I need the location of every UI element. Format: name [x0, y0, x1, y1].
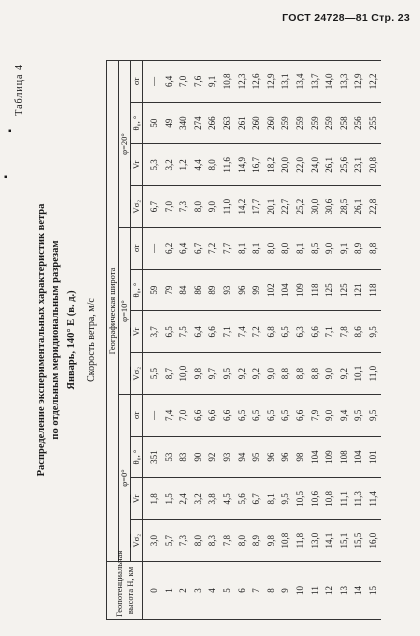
value-cell: 9,0	[205, 186, 220, 228]
value-cell: 11,0	[220, 186, 235, 228]
value-cell: 12,9	[264, 61, 279, 103]
value-cell: 9,5	[366, 395, 381, 437]
value-cell: 2,4	[176, 478, 191, 520]
table-title-2: по отдельным меридиональным разрезам	[50, 240, 61, 440]
table-title-3: Январь, 140° Е (в. д.)	[66, 290, 77, 390]
value-cell: 259	[293, 102, 308, 144]
value-cell: 10,5	[293, 478, 308, 520]
value-cell: 6,5	[162, 311, 177, 353]
value-cell: 7,0	[162, 186, 177, 228]
value-cell: 84	[176, 269, 191, 311]
header-lat20: φ=20°	[119, 61, 131, 228]
header-lat0: φ=0°	[119, 395, 131, 562]
value-cell: 10,8	[220, 61, 235, 103]
table-row	[293, 61, 308, 620]
value-cell: 16,0	[366, 520, 381, 562]
value-cell: 30,0	[308, 186, 323, 228]
value-cell: 8,0	[205, 144, 220, 186]
value-cell: 6,4	[191, 311, 206, 353]
value-cell: 109	[322, 436, 337, 478]
value-cell: 79	[162, 269, 177, 311]
value-cell: 255	[366, 102, 381, 144]
value-cell: 8,9	[249, 520, 264, 562]
value-cell: 7,9	[308, 395, 323, 437]
value-cell: 17,7	[249, 186, 264, 228]
value-cell: 53	[162, 436, 177, 478]
header-theta: θ₀, °	[131, 436, 143, 478]
value-cell: 12,3	[235, 61, 250, 103]
value-cell: 7,5	[176, 311, 191, 353]
value-cell: 9,0	[264, 353, 279, 395]
height-cell: 13	[337, 562, 352, 620]
value-cell: 90	[191, 436, 206, 478]
header-vsigma: Vσ₂	[131, 520, 143, 562]
header-theta: θ₀, °	[131, 269, 143, 311]
value-cell: 26,1	[322, 144, 337, 186]
value-cell: 6,5	[278, 395, 293, 437]
height-cell: 3	[191, 562, 206, 620]
value-cell: 14,1	[322, 520, 337, 562]
table-title-1: Распределение экспериментальных характеристик ветра	[36, 203, 47, 477]
value-cell: 99	[249, 269, 264, 311]
value-cell: 9,5	[220, 353, 235, 395]
value-cell: 6,6	[308, 311, 323, 353]
value-cell: 5,3	[143, 144, 162, 186]
value-cell: 8,0	[278, 228, 293, 270]
value-cell: 7,6	[191, 61, 206, 103]
value-cell: 8,0	[235, 520, 250, 562]
value-cell: 6,6	[205, 311, 220, 353]
value-cell: 259	[308, 102, 323, 144]
value-cell: 13,0	[308, 520, 323, 562]
value-cell: 8,0	[191, 186, 206, 228]
table-row	[176, 61, 191, 620]
value-cell: 101	[366, 436, 381, 478]
value-cell: 8,5	[308, 228, 323, 270]
value-cell: 6,5	[278, 311, 293, 353]
value-cell: 4,5	[220, 478, 235, 520]
value-cell: 8,6	[351, 311, 366, 353]
value-cell: 49	[162, 102, 177, 144]
value-cell: 9,4	[337, 395, 352, 437]
value-cell: 8,9	[351, 228, 366, 270]
value-cell: 263	[220, 102, 235, 144]
value-cell: 5,5	[143, 353, 162, 395]
wind-table	[106, 60, 381, 620]
table-row	[220, 61, 235, 620]
value-cell: 8,1	[249, 228, 264, 270]
value-cell: 12,6	[249, 61, 264, 103]
value-cell: 8,3	[205, 520, 220, 562]
value-cell: 7,3	[176, 520, 191, 562]
height-cell: 4	[205, 562, 220, 620]
value-cell: 7,4	[235, 311, 250, 353]
height-cell: 12	[322, 562, 337, 620]
value-cell: 10,8	[278, 520, 293, 562]
header-sigma: σr	[131, 228, 143, 270]
value-cell: 13,4	[293, 61, 308, 103]
table-row	[249, 61, 264, 620]
value-cell: 8,8	[293, 353, 308, 395]
value-cell: 11,1	[337, 478, 352, 520]
table-row	[278, 61, 293, 620]
table-row	[322, 61, 337, 620]
value-cell: 104	[278, 269, 293, 311]
height-cell: 14	[351, 562, 366, 620]
value-cell: 25,2	[293, 186, 308, 228]
height-cell: 10	[293, 562, 308, 620]
value-cell: 7,1	[322, 311, 337, 353]
value-cell: 10,6	[308, 478, 323, 520]
value-cell: 258	[337, 102, 352, 144]
value-cell: 16,7	[249, 144, 264, 186]
header-vsigma: Vσ₂	[131, 186, 143, 228]
value-cell: 11,4	[366, 478, 381, 520]
value-cell: 93	[220, 436, 235, 478]
value-cell: 102	[264, 269, 279, 311]
value-cell: 9,0	[322, 395, 337, 437]
rotated-table-block	[14, 60, 394, 620]
value-cell: 1,8	[143, 478, 162, 520]
value-cell: 95	[249, 436, 264, 478]
header-vr: $\overline{Vr}$	[131, 144, 143, 186]
value-cell: 28,5	[337, 186, 352, 228]
header-vsigma: Vσ₂	[131, 353, 143, 395]
value-cell: 3,8	[205, 478, 220, 520]
value-cell: 12,9	[351, 61, 366, 103]
value-cell: 3,7	[143, 311, 162, 353]
value-cell: 274	[191, 102, 206, 144]
value-cell: 7,0	[176, 61, 191, 103]
value-cell: 25,6	[337, 144, 352, 186]
value-cell: 8,1	[293, 228, 308, 270]
value-cell: 89	[205, 269, 220, 311]
value-cell: 9,1	[337, 228, 352, 270]
value-cell: 8,8	[278, 353, 293, 395]
value-cell: 6,7	[191, 228, 206, 270]
header-lat10: φ=10°	[119, 228, 131, 395]
value-cell: 1,5	[162, 478, 177, 520]
height-cell: 1	[162, 562, 177, 620]
value-cell: 9,5	[366, 311, 381, 353]
table-subtitle: Скорость ветра, м/с	[86, 298, 97, 382]
height-cell: 11	[308, 562, 323, 620]
value-cell: 3,0	[143, 520, 162, 562]
margin-mark: ▪	[4, 172, 8, 183]
value-cell: 9,2	[337, 353, 352, 395]
value-cell: 22,8	[366, 186, 381, 228]
value-cell: 93	[220, 269, 235, 311]
table-row	[205, 61, 220, 620]
value-cell: 96	[278, 436, 293, 478]
value-cell: 125	[337, 269, 352, 311]
value-cell: 7,3	[176, 186, 191, 228]
value-cell: 125	[322, 269, 337, 311]
value-cell: 8,1	[235, 228, 250, 270]
value-cell: 5,6	[235, 478, 250, 520]
value-cell: 9,0	[322, 228, 337, 270]
table-row	[191, 61, 206, 620]
value-cell: 6,6	[293, 395, 308, 437]
value-cell: 6,7	[143, 186, 162, 228]
value-cell: 8,8	[366, 228, 381, 270]
value-cell: 11,0	[366, 353, 381, 395]
value-cell: 260	[249, 102, 264, 144]
value-cell: 26,1	[351, 186, 366, 228]
value-cell: 266	[205, 102, 220, 144]
value-cell: 92	[205, 436, 220, 478]
value-cell: 8,1	[264, 478, 279, 520]
value-cell: 12,2	[366, 61, 381, 103]
table-row	[366, 61, 381, 620]
value-cell: 86	[191, 269, 206, 311]
value-cell: 1,2	[176, 144, 191, 186]
value-cell: 8,0	[264, 228, 279, 270]
value-cell: 7,0	[176, 395, 191, 437]
page-header: ГОСТ 24728—81 Стр. 23	[282, 12, 410, 24]
table-row	[351, 61, 366, 620]
value-cell: 11,8	[293, 520, 308, 562]
height-cell: 5	[220, 562, 235, 620]
value-cell: 6,8	[264, 311, 279, 353]
value-cell: —	[143, 395, 162, 437]
value-cell: 8,7	[162, 353, 177, 395]
value-cell: 30,6	[322, 186, 337, 228]
value-cell: 6,6	[220, 395, 235, 437]
value-cell: 108	[337, 436, 352, 478]
header-theta: θ₀, °	[131, 102, 143, 144]
value-cell: 351	[143, 436, 162, 478]
value-cell: 256	[351, 102, 366, 144]
height-cell: 8	[264, 562, 279, 620]
value-cell: 8,0	[191, 520, 206, 562]
value-cell: 22,7	[278, 186, 293, 228]
table-number: Таблица 4	[14, 64, 25, 116]
value-cell: 260	[264, 102, 279, 144]
value-cell: 22,0	[293, 144, 308, 186]
table-body	[143, 61, 381, 620]
value-cell: 109	[293, 269, 308, 311]
value-cell: 83	[176, 436, 191, 478]
value-cell: 4,4	[191, 144, 206, 186]
value-cell: 10,0	[176, 353, 191, 395]
table-row	[337, 61, 352, 620]
value-cell: 6,6	[205, 395, 220, 437]
value-cell: 9,1	[205, 61, 220, 103]
value-cell: 23,1	[351, 144, 366, 186]
header-height: Геопотенциальная высота H, км	[107, 562, 143, 620]
header-geo: Географическая широта	[107, 61, 119, 562]
value-cell: 6,6	[191, 395, 206, 437]
value-cell: 94	[235, 436, 250, 478]
value-cell: 9,7	[205, 353, 220, 395]
value-cell: 340	[176, 102, 191, 144]
value-cell: 20,8	[366, 144, 381, 186]
value-cell: 20,0	[278, 144, 293, 186]
value-cell: 118	[366, 269, 381, 311]
value-cell: 7,2	[205, 228, 220, 270]
header-sigma: σr	[131, 395, 143, 437]
height-cell: 2	[176, 562, 191, 620]
value-cell: 3,2	[162, 144, 177, 186]
value-cell: 6,5	[249, 395, 264, 437]
value-cell: 6,3	[293, 311, 308, 353]
value-cell: 9,8	[264, 520, 279, 562]
value-cell: 104	[308, 436, 323, 478]
value-cell: 9,5	[278, 478, 293, 520]
value-cell: 6,5	[264, 395, 279, 437]
header-sigma: σr	[131, 61, 143, 103]
value-cell: 7,7	[220, 228, 235, 270]
margin-mark: ▪	[8, 126, 12, 137]
table-row	[264, 61, 279, 620]
value-cell: 9,2	[249, 353, 264, 395]
value-cell: 6,2	[162, 228, 177, 270]
value-cell: 13,7	[308, 61, 323, 103]
value-cell: 13,3	[337, 61, 352, 103]
value-cell: 118	[308, 269, 323, 311]
value-cell: 24,0	[308, 144, 323, 186]
table-row	[162, 61, 177, 620]
value-cell: 14,2	[235, 186, 250, 228]
value-cell: 14,9	[235, 144, 250, 186]
height-cell: 9	[278, 562, 293, 620]
value-cell: 96	[264, 436, 279, 478]
value-cell: 11,6	[220, 144, 235, 186]
value-cell: 261	[235, 102, 250, 144]
value-cell: 6,4	[176, 228, 191, 270]
value-cell: 104	[351, 436, 366, 478]
value-cell: 10,1	[351, 353, 366, 395]
table-row	[308, 61, 323, 620]
height-cell: 6	[235, 562, 250, 620]
value-cell: 7,8	[337, 311, 352, 353]
value-cell: 98	[293, 436, 308, 478]
value-cell: 9,5	[351, 395, 366, 437]
header-vr: $\overline{Vr}$	[131, 478, 143, 520]
value-cell: 259	[322, 102, 337, 144]
value-cell: 6,4	[162, 61, 177, 103]
value-cell: 7,8	[220, 520, 235, 562]
table-row	[235, 61, 250, 620]
value-cell: 18,2	[264, 144, 279, 186]
value-cell: 50	[143, 102, 162, 144]
height-cell: 0	[143, 562, 162, 620]
value-cell: 121	[351, 269, 366, 311]
value-cell: 7,4	[162, 395, 177, 437]
value-cell: 5,7	[162, 520, 177, 562]
value-cell: 3,2	[191, 478, 206, 520]
value-cell: 59	[143, 269, 162, 311]
value-cell: 14,0	[322, 61, 337, 103]
value-cell: 13,1	[278, 61, 293, 103]
value-cell: 7,2	[249, 311, 264, 353]
header-vr: $\overline{Vr}$	[131, 311, 143, 353]
value-cell: 15,1	[337, 520, 352, 562]
value-cell: 9,2	[235, 353, 250, 395]
value-cell: 7,1	[220, 311, 235, 353]
value-cell: 15,5	[351, 520, 366, 562]
value-cell: 259	[278, 102, 293, 144]
value-cell: 8,8	[308, 353, 323, 395]
value-cell: 96	[235, 269, 250, 311]
value-cell: —	[143, 61, 162, 103]
table-row	[143, 61, 162, 620]
value-cell: 9,8	[191, 353, 206, 395]
value-cell: 11,3	[351, 478, 366, 520]
value-cell: 9,0	[322, 353, 337, 395]
value-cell: 10,8	[322, 478, 337, 520]
value-cell: 20,1	[264, 186, 279, 228]
value-cell: —	[143, 228, 162, 270]
value-cell: 6,7	[249, 478, 264, 520]
value-cell: 6,5	[235, 395, 250, 437]
height-cell: 15	[366, 562, 381, 620]
height-cell: 7	[249, 562, 264, 620]
